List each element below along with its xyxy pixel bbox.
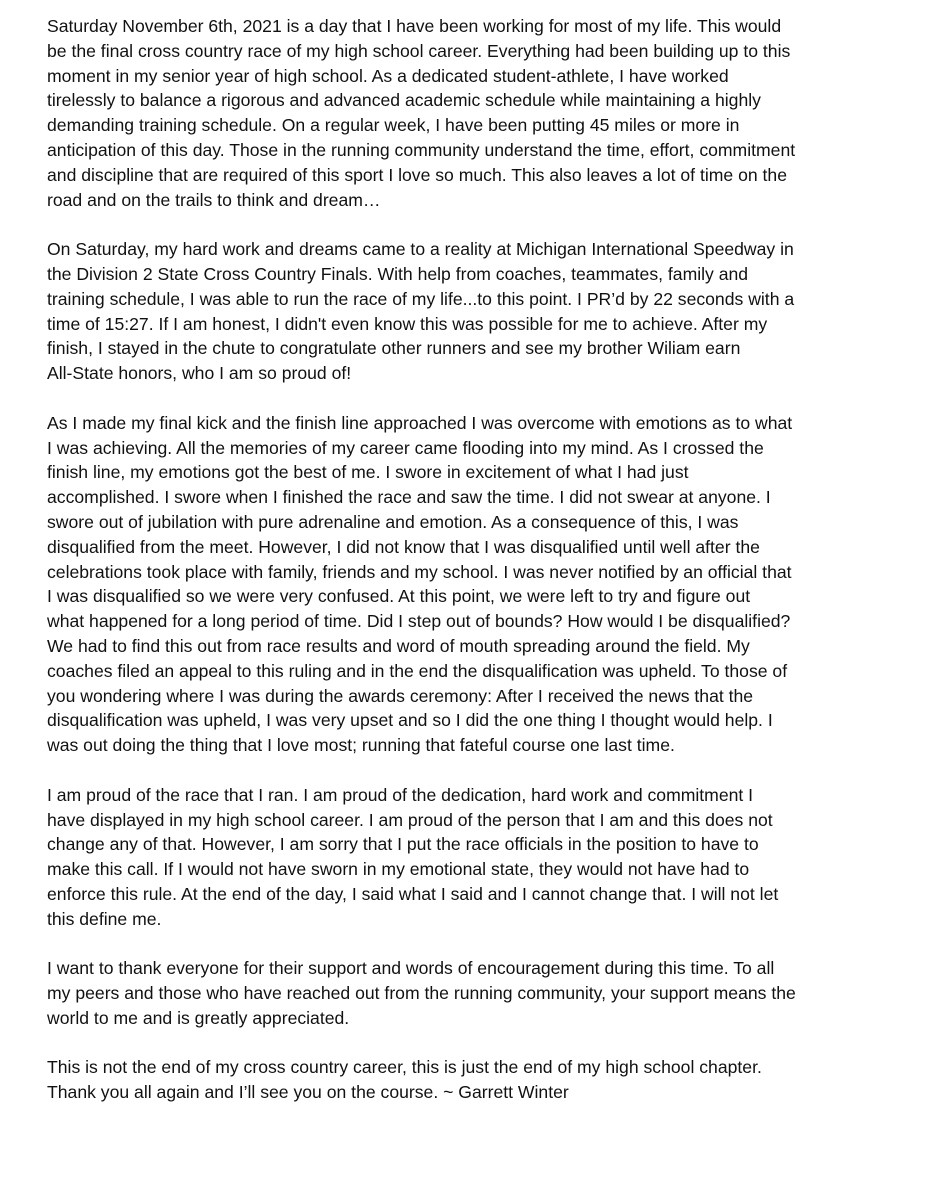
text-line: moment in my senior year of high school. As a dedicated student-athlete, I have worked: [47, 65, 729, 86]
text-line: enforce this rule. At the end of the day, I said what I said and I cannot change that. I will not let: [47, 883, 779, 904]
text-line: disqualification was upheld, I was very upset and so I did the one thing I thought would help. I: [47, 710, 773, 731]
text-line: tirelessly to balance a rigorous and advanced academic schedule while maintaining a highly: [47, 90, 761, 111]
text-line: training schedule, I was able to run the race of my life...to this point. I PR’d by 22 seconds with a: [47, 288, 795, 309]
text-line: time of 15:27. If I am honest, I didn't even know this was possible for me to achieve. After my: [47, 313, 768, 334]
text-line: make this call. If I would not have sworn in my emotional state, they would not have had to: [47, 859, 750, 880]
text-line: Thank you all again and I’ll see you on the course. ~ Garrett Winter: [47, 1082, 569, 1103]
text-line: be the final cross country race of my high school career. Everything had been building up to this: [47, 40, 791, 61]
text-line: I am proud of the race that I ran. I am proud of the dedication, hard work and commitment I: [47, 784, 754, 805]
paragraph-thanks: [47, 956, 915, 1030]
text-line: Saturday November 6th, 2021 is a day that I have been working for most of my life. This would: [47, 16, 782, 36]
document-body: [47, 14, 915, 1105]
text-line: demanding training schedule. On a regular week, I have been putting 45 miles or more in: [47, 115, 740, 136]
text-line: finish, I stayed in the chute to congratulate other runners and see my brother Wiliam earn: [47, 338, 741, 359]
text-line: I want to thank everyone for their support and words of encouragement during this time. To all: [47, 958, 775, 979]
text-line: anticipation of this day. Those in the running community understand the time, effort, commitment: [47, 139, 796, 160]
paragraph-closing-signature: [47, 1055, 915, 1105]
text-line: world to me and is greatly appreciated.: [47, 1007, 350, 1028]
text-line: As I made my final kick and the finish line approached I was overcome with emotions as to what: [47, 412, 793, 433]
text-line: the Division 2 State Cross Country Finals. With help from coaches, teammates, family and: [47, 263, 749, 284]
paragraph-race-result: [47, 237, 915, 386]
text-line: finish line, my emotions got the best of me. I swore in excitement of what I had just: [47, 462, 689, 483]
text-line: celebrations took place with family, friends and my school. I was never notified by an official that: [47, 561, 792, 582]
text-line: was out doing the thing that I love most; running that fateful course one last time.: [47, 735, 675, 756]
text-line: my peers and those who have reached out from the running community, your support means the: [47, 983, 796, 1004]
text-line: and discipline that are required of this sport I love so much. This also leaves a lot of time on the: [47, 164, 787, 185]
text-line: We had to find this out from race results and word of mouth spreading around the field. My: [47, 635, 750, 656]
text-line: I was disqualified so we were very confused. At this point, we were left to try and figure out: [47, 586, 751, 607]
text-line: swore out of jubilation with pure adrenaline and emotion. As a consequence of this, I was: [47, 511, 739, 532]
paragraph-proud: [47, 783, 915, 932]
text-line: have displayed in my high school career. I am proud of the person that I am and this does not: [47, 809, 773, 830]
text-line: this define me.: [47, 908, 162, 929]
paragraph-disqualification: [47, 411, 915, 758]
text-line: road and on the trails to think and dream…: [47, 189, 381, 210]
text-line: coaches filed an appeal to this ruling and in the end the disqualification was upheld. To those of: [47, 660, 788, 681]
text-line: All-State honors, who I am so proud of!: [47, 363, 352, 384]
text-line: you wondering where I was during the awards ceremony: After I received the news that the: [47, 685, 754, 706]
text-line: On Saturday, my hard work and dreams came to a reality at Michigan International Speedway in: [47, 239, 794, 260]
text-line: This is not the end of my cross country career, this is just the end of my high school chapter.: [47, 1057, 762, 1078]
text-line: disqualified from the meet. However, I did not know that I was disqualified until well after the: [47, 536, 760, 557]
text-line: change any of that. However, I am sorry that I put the race officials in the position to have to: [47, 834, 759, 855]
text-line: I was achieving. All the memories of my career came flooding into my mind. As I crossed the: [47, 437, 764, 458]
text-line: what happened for a long period of time. Did I step out of bounds? How would I be disqualified?: [47, 611, 791, 632]
paragraph-intro: [47, 14, 915, 212]
text-line: accomplished. I swore when I finished the race and saw the time. I did not swear at anyone. I: [47, 487, 771, 508]
